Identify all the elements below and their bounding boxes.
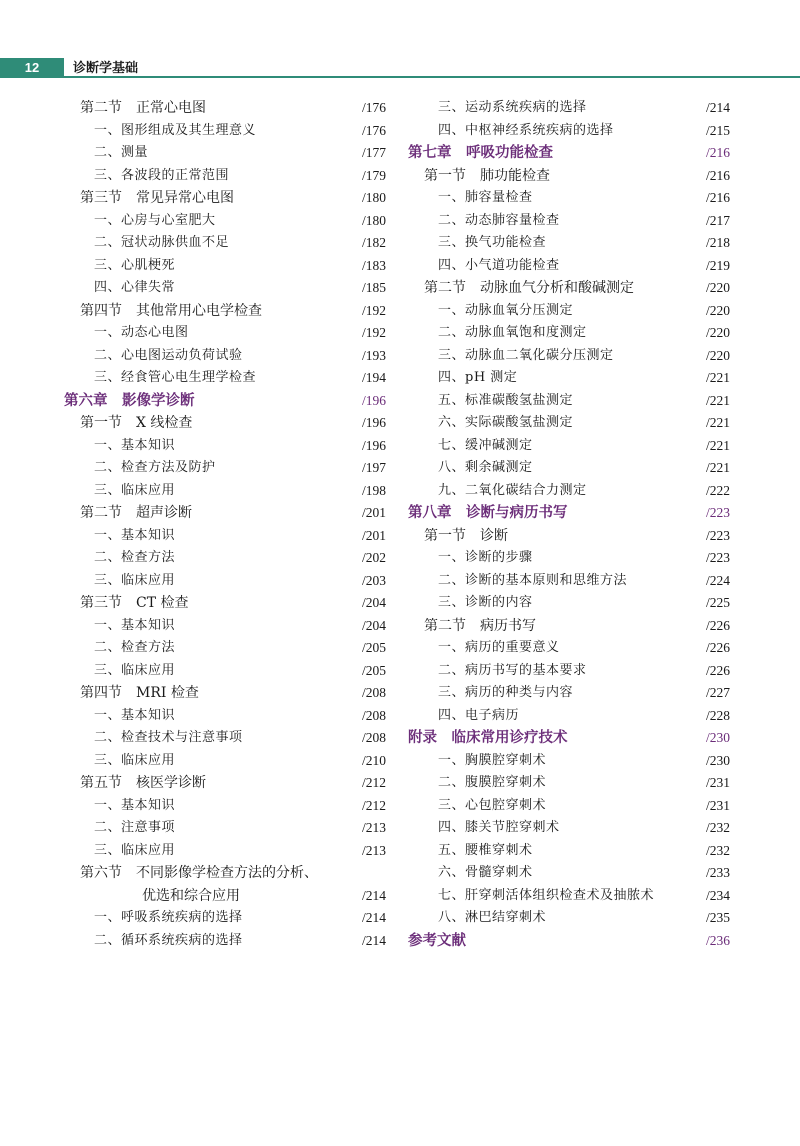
toc-entry-title: 五、腰椎穿刺术	[438, 842, 533, 858]
toc-entry-page: /214	[361, 932, 386, 948]
toc-entry-page: /204	[361, 595, 386, 610]
toc-entry-title: 第七章 呼吸功能检查	[408, 145, 553, 161]
toc-entry-page: /236	[705, 932, 730, 948]
toc-entry-page: /193	[361, 347, 386, 363]
toc-entry-title: 二、检查方法及防护	[94, 460, 216, 475]
toc-entry-page: /185	[361, 280, 386, 295]
toc-item-entry	[60, 705, 386, 728]
toc-entry-page: /205	[361, 640, 386, 655]
toc-entry-title: 二、动脉血氧饱和度测定	[438, 325, 587, 340]
toc-entry-page: /198	[361, 482, 386, 498]
toc-entry-title: 一、基本知识	[94, 617, 176, 633]
toc-item-entry	[60, 750, 386, 773]
toc-item-entry	[404, 795, 730, 818]
toc-item-entry	[404, 232, 730, 255]
toc-entry-page: /182	[361, 235, 386, 250]
toc-entry-title: 四、pH 测定	[438, 370, 518, 385]
toc-entry-title: 七、缓冲碱测定	[438, 437, 533, 453]
toc-entry-page: /179	[361, 167, 386, 183]
toc-entry-title: 三、诊断的内容	[438, 595, 533, 610]
toc-entry-title: 三、临床应用	[94, 572, 176, 588]
toc-entry-title: 第二节 动脉血气分析和酸碱测定	[424, 280, 634, 296]
toc-entry-page: /192	[361, 302, 386, 318]
toc-item-entry	[60, 457, 386, 480]
toc-entry-title: 三、运动系统疾病的选择	[438, 100, 587, 115]
toc-entry-title: 八、淋巴结穿刺术	[438, 910, 547, 925]
toc-item-entry	[60, 817, 386, 840]
toc-item-entry	[60, 795, 386, 818]
toc-entry-title: 二、腹膜腔穿刺术	[438, 775, 547, 790]
toc-entry-page: /230	[705, 752, 730, 768]
toc-entry-page: /183	[361, 257, 386, 273]
toc-entry-title: 第六章 影像学诊断	[64, 392, 195, 409]
toc-entry-page: /234	[705, 887, 730, 903]
header-rule	[64, 76, 800, 78]
toc-entry-page: /221	[705, 370, 730, 385]
toc-entry-page: /216	[705, 190, 730, 205]
toc-chapter-entry	[404, 142, 730, 165]
toc-entry-title: 二、心电图运动负荷试验	[94, 347, 243, 363]
toc-entry-page: /220	[705, 347, 730, 363]
toc-item-entry	[404, 660, 730, 683]
toc-item-entry	[60, 547, 386, 570]
toc-entry-title: 三、心包腔穿刺术	[438, 797, 547, 813]
toc-entry-title: 二、动态肺容量检查	[438, 212, 560, 228]
toc-item-entry	[60, 210, 386, 233]
toc-item-entry	[404, 907, 730, 930]
toc-item-entry	[404, 300, 730, 323]
toc-entry-title: 第一节 肺功能检查	[424, 167, 550, 184]
toc-item-entry	[404, 682, 730, 705]
toc-entry-title: 四、电子病历	[438, 707, 520, 723]
toc-entry-page: /214	[361, 910, 386, 925]
toc-entry-page: /226	[705, 617, 730, 633]
toc-entry-title: 一、病历的重要意义	[438, 640, 560, 655]
toc-entry-title: 第三节 常见异常心电图	[80, 190, 234, 206]
toc-entry-page: /208	[361, 707, 386, 723]
toc-entry-title: 四、小气道功能检查	[438, 257, 560, 273]
toc-entry-title: 二、冠状动脉供血不足	[94, 235, 230, 250]
toc-item-entry	[404, 885, 730, 908]
toc-item-entry	[404, 637, 730, 660]
toc-entry-title: 一、动态心电图	[94, 325, 189, 340]
toc-entry-title: 二、检查技术与注意事项	[94, 730, 243, 745]
toc-item-entry	[60, 142, 386, 165]
toc-item-entry	[60, 907, 386, 930]
toc-entry-page: /230	[705, 730, 730, 745]
toc-entry-page: /218	[705, 235, 730, 250]
toc-chapter-entry	[404, 502, 730, 525]
toc-entry-title: 第一节 X 线检查	[80, 415, 193, 431]
toc-entry-page: /177	[361, 145, 386, 160]
toc-entry-title: 三、临床应用	[94, 482, 176, 498]
toc-entry-title: 二、测量	[94, 145, 149, 160]
toc-item-entry	[404, 367, 730, 390]
toc-entry-title: 一、基本知识	[94, 797, 176, 813]
toc-entry-title: 附录 临床常用诊疗技术	[408, 730, 568, 746]
toc-entry-title: 一、基本知识	[94, 527, 176, 543]
toc-entry-title: 第六节 不同影像学检查方法的分析、	[80, 865, 318, 881]
toc-item-entry	[404, 840, 730, 863]
toc-entry-page: /221	[705, 392, 730, 408]
toc-entry-page: /232	[705, 842, 730, 858]
toc-entry-page: /213	[361, 820, 386, 835]
toc-section-entry	[60, 592, 386, 615]
toc-item-entry	[404, 210, 730, 233]
toc-entry-page: /204	[361, 617, 386, 633]
toc-entry-page: /196	[361, 415, 386, 430]
toc-entry-title: 三、动脉血二氧化碳分压测定	[438, 347, 614, 363]
toc-entry-title: 五、标准碳酸氢盐测定	[438, 392, 574, 408]
toc-entry-page: /221	[705, 460, 730, 475]
toc-item-entry	[404, 705, 730, 728]
toc-item-entry	[404, 345, 730, 368]
toc-entry-title: 三、换气功能检查	[438, 235, 547, 250]
toc-entry-page: /233	[705, 865, 730, 880]
toc-item-entry	[404, 547, 730, 570]
toc-entry-title: 第二节 正常心电图	[80, 100, 206, 116]
toc-entry-page: /203	[361, 572, 386, 588]
toc-entry-page: /216	[705, 167, 730, 183]
toc-item-entry	[404, 435, 730, 458]
toc-entry-title: 六、骨髓穿刺术	[438, 865, 533, 880]
toc-entry-page: /227	[705, 685, 730, 700]
toc-entry-title: 七、肝穿刺活体组织检查术及抽脓术	[438, 887, 655, 903]
toc-item-entry	[404, 412, 730, 435]
toc-entry-page: /212	[361, 797, 386, 813]
toc-entry-title: 第四节 其他常用心电学检查	[80, 302, 262, 319]
toc-section-entry	[60, 862, 386, 885]
toc-entry-title: 一、基本知识	[94, 707, 176, 723]
toc-item-entry	[404, 817, 730, 840]
toc-entry-title: 一、图形组成及其生理意义	[94, 122, 257, 138]
toc-entry-title: 一、心房与心室肥大	[94, 212, 216, 228]
toc-item-entry	[60, 120, 386, 143]
toc-entry-page: /205	[361, 662, 386, 678]
toc-entry-title: 一、胸膜腔穿刺术	[438, 752, 547, 768]
page-header	[0, 58, 800, 78]
toc-section-entry	[60, 300, 386, 323]
toc-entry-page: /216	[705, 145, 730, 160]
toc-entry-title: 优选和综合应用	[142, 887, 240, 904]
toc-entry-page: /228	[705, 707, 730, 723]
toc-entry-page: /226	[705, 662, 730, 678]
toc-entry-title: 第三节 CT 检查	[80, 595, 189, 611]
toc-entry-title: 二、病历书写的基本要求	[438, 662, 587, 678]
toc-item-entry	[404, 322, 730, 345]
toc-chapter-entry	[60, 390, 386, 413]
toc-entry-title: 三、经食管心电生理学检查	[94, 370, 257, 385]
toc-entry-page: /201	[361, 505, 386, 520]
toc-section-entry	[404, 277, 730, 300]
toc-entry-title: 第四节 MRI 检查	[80, 685, 199, 701]
toc-entry-page: /222	[705, 482, 730, 498]
toc-entry-page: /202	[361, 550, 386, 565]
toc-entry-title: 三、病历的种类与内容	[438, 685, 574, 700]
toc-item-entry	[404, 255, 730, 278]
toc-entry-title: 第五节 核医学诊断	[80, 775, 206, 791]
toc-entry-page: /219	[705, 257, 730, 273]
toc-entry-title: 三、各波段的正常范围	[94, 167, 230, 183]
toc-entry-page: /196	[361, 437, 386, 453]
toc-entry-page: /180	[361, 190, 386, 205]
toc-item-entry	[60, 435, 386, 458]
toc-item-entry	[404, 97, 730, 120]
toc-entry-page: /235	[705, 910, 730, 925]
toc-entry-page: /213	[361, 842, 386, 858]
toc-entry-page: /176	[361, 100, 386, 115]
toc-entry-title: 第二节 超声诊断	[80, 505, 192, 521]
toc-section-entry	[60, 412, 386, 435]
toc-entry-page: /197	[361, 460, 386, 475]
toc-entry-title: 二、检查方法	[94, 640, 176, 655]
toc-entry-title: 二、注意事项	[94, 820, 176, 835]
toc-item-entry	[60, 525, 386, 548]
toc-entry-title: 二、循环系统疾病的选择	[94, 932, 243, 948]
toc-column-right	[404, 97, 730, 952]
toc-entry-title: 三、临床应用	[94, 752, 176, 768]
toc-item-entry	[60, 570, 386, 593]
toc-entry-title: 二、检查方法	[94, 550, 176, 565]
toc-entry-page: /210	[361, 752, 386, 768]
toc-entry-page: /231	[705, 775, 730, 790]
toc-entry-page: /215	[705, 122, 730, 138]
toc-entry-title: 八、剩余碱测定	[438, 460, 533, 475]
toc-entry-page: /217	[705, 212, 730, 228]
toc-item-entry	[404, 187, 730, 210]
toc-item-entry	[60, 255, 386, 278]
toc-item-entry	[404, 772, 730, 795]
toc-item-entry	[404, 120, 730, 143]
toc-item-entry	[404, 390, 730, 413]
toc-entry-title: 六、实际碳酸氢盐测定	[438, 415, 574, 430]
toc-entry-page: /221	[705, 437, 730, 453]
toc-section-entry	[404, 525, 730, 548]
toc-item-entry	[60, 367, 386, 390]
toc-item-entry	[404, 570, 730, 593]
toc-entry-page: /180	[361, 212, 386, 228]
toc-entry-page: /231	[705, 797, 730, 813]
toc-entry-title: 四、心律失常	[94, 280, 176, 295]
toc-section-entry	[404, 165, 730, 188]
toc-entry-title: 一、基本知识	[94, 437, 176, 453]
toc-entry-page: /214	[361, 887, 386, 903]
toc-entry-page: /225	[705, 595, 730, 610]
toc-entry-page: /223	[705, 550, 730, 565]
toc-item-entry	[60, 615, 386, 638]
toc-section-entry	[60, 97, 386, 120]
toc-item-entry	[60, 165, 386, 188]
toc-entry-page: /196	[361, 392, 386, 408]
toc-entry-page: /232	[705, 820, 730, 835]
toc-entry-title: 三、临床应用	[94, 842, 176, 858]
toc-item-entry	[60, 345, 386, 368]
book-title: 诊断学基础	[73, 60, 139, 75]
toc-item-entry	[60, 637, 386, 660]
toc-section-entry	[404, 615, 730, 638]
toc-entry-title: 一、肺容量检查	[438, 190, 533, 205]
toc-entry-page: /192	[361, 325, 386, 340]
toc-item-entry	[404, 480, 730, 503]
toc-entry-title: 参考文献	[408, 932, 466, 949]
toc-item-entry	[60, 660, 386, 683]
toc-entry-title: 四、膝关节腔穿刺术	[438, 820, 560, 835]
toc-entry-page: /194	[361, 370, 386, 385]
toc-chapter-entry	[404, 727, 730, 750]
toc-entry-page: /214	[705, 100, 730, 115]
toc-section-entry	[60, 682, 386, 705]
toc-item-entry	[60, 480, 386, 503]
toc-section-entry	[60, 187, 386, 210]
toc-entry-page: /208	[361, 730, 386, 745]
toc-cont-entry	[60, 885, 386, 908]
toc-item-entry	[60, 930, 386, 953]
toc-entry-title: 一、呼吸系统疾病的选择	[94, 910, 243, 925]
toc-entry-page: /220	[705, 302, 730, 318]
toc-entry-page: /223	[705, 505, 730, 520]
toc-chapter-entry	[404, 930, 730, 953]
toc-entry-page: /220	[705, 325, 730, 340]
toc-item-entry	[404, 592, 730, 615]
toc-item-entry	[60, 277, 386, 300]
toc-section-entry	[60, 502, 386, 525]
toc-entry-title: 九、二氧化碳结合力测定	[438, 482, 587, 498]
toc-item-entry	[60, 727, 386, 750]
toc-entry-page: /212	[361, 775, 386, 790]
toc-item-entry	[60, 840, 386, 863]
toc-item-entry	[404, 750, 730, 773]
toc-entry-page: /221	[705, 415, 730, 430]
toc-entry-title: 第八章 诊断与病历书写	[408, 505, 568, 521]
toc-item-entry	[60, 232, 386, 255]
toc-entry-page: /223	[705, 527, 730, 543]
toc-column-left	[60, 97, 386, 952]
toc-entry-title: 一、诊断的步骤	[438, 550, 533, 565]
toc-item-entry	[404, 457, 730, 480]
toc-entry-title: 第一节 诊断	[424, 527, 508, 544]
toc-entry-page: /208	[361, 685, 386, 700]
toc-entry-title: 第二节 病历书写	[424, 617, 536, 634]
toc-entry-page: /224	[705, 572, 730, 588]
toc-section-entry	[60, 772, 386, 795]
toc-entry-page: /220	[705, 280, 730, 295]
toc-item-entry	[60, 322, 386, 345]
page-number: 12	[0, 58, 64, 78]
toc-item-entry	[404, 862, 730, 885]
toc-entry-page: /201	[361, 527, 386, 543]
toc-entry-page: /176	[361, 122, 386, 138]
toc-entry-title: 三、临床应用	[94, 662, 176, 678]
toc-entry-title: 二、诊断的基本原则和思维方法	[438, 572, 628, 588]
toc-entry-title: 一、动脉血氧分压测定	[438, 302, 574, 318]
toc-entry-title: 三、心肌梗死	[94, 257, 176, 273]
toc-entry-title: 四、中枢神经系统疾病的选择	[438, 122, 614, 138]
toc-entry-page: /226	[705, 640, 730, 655]
